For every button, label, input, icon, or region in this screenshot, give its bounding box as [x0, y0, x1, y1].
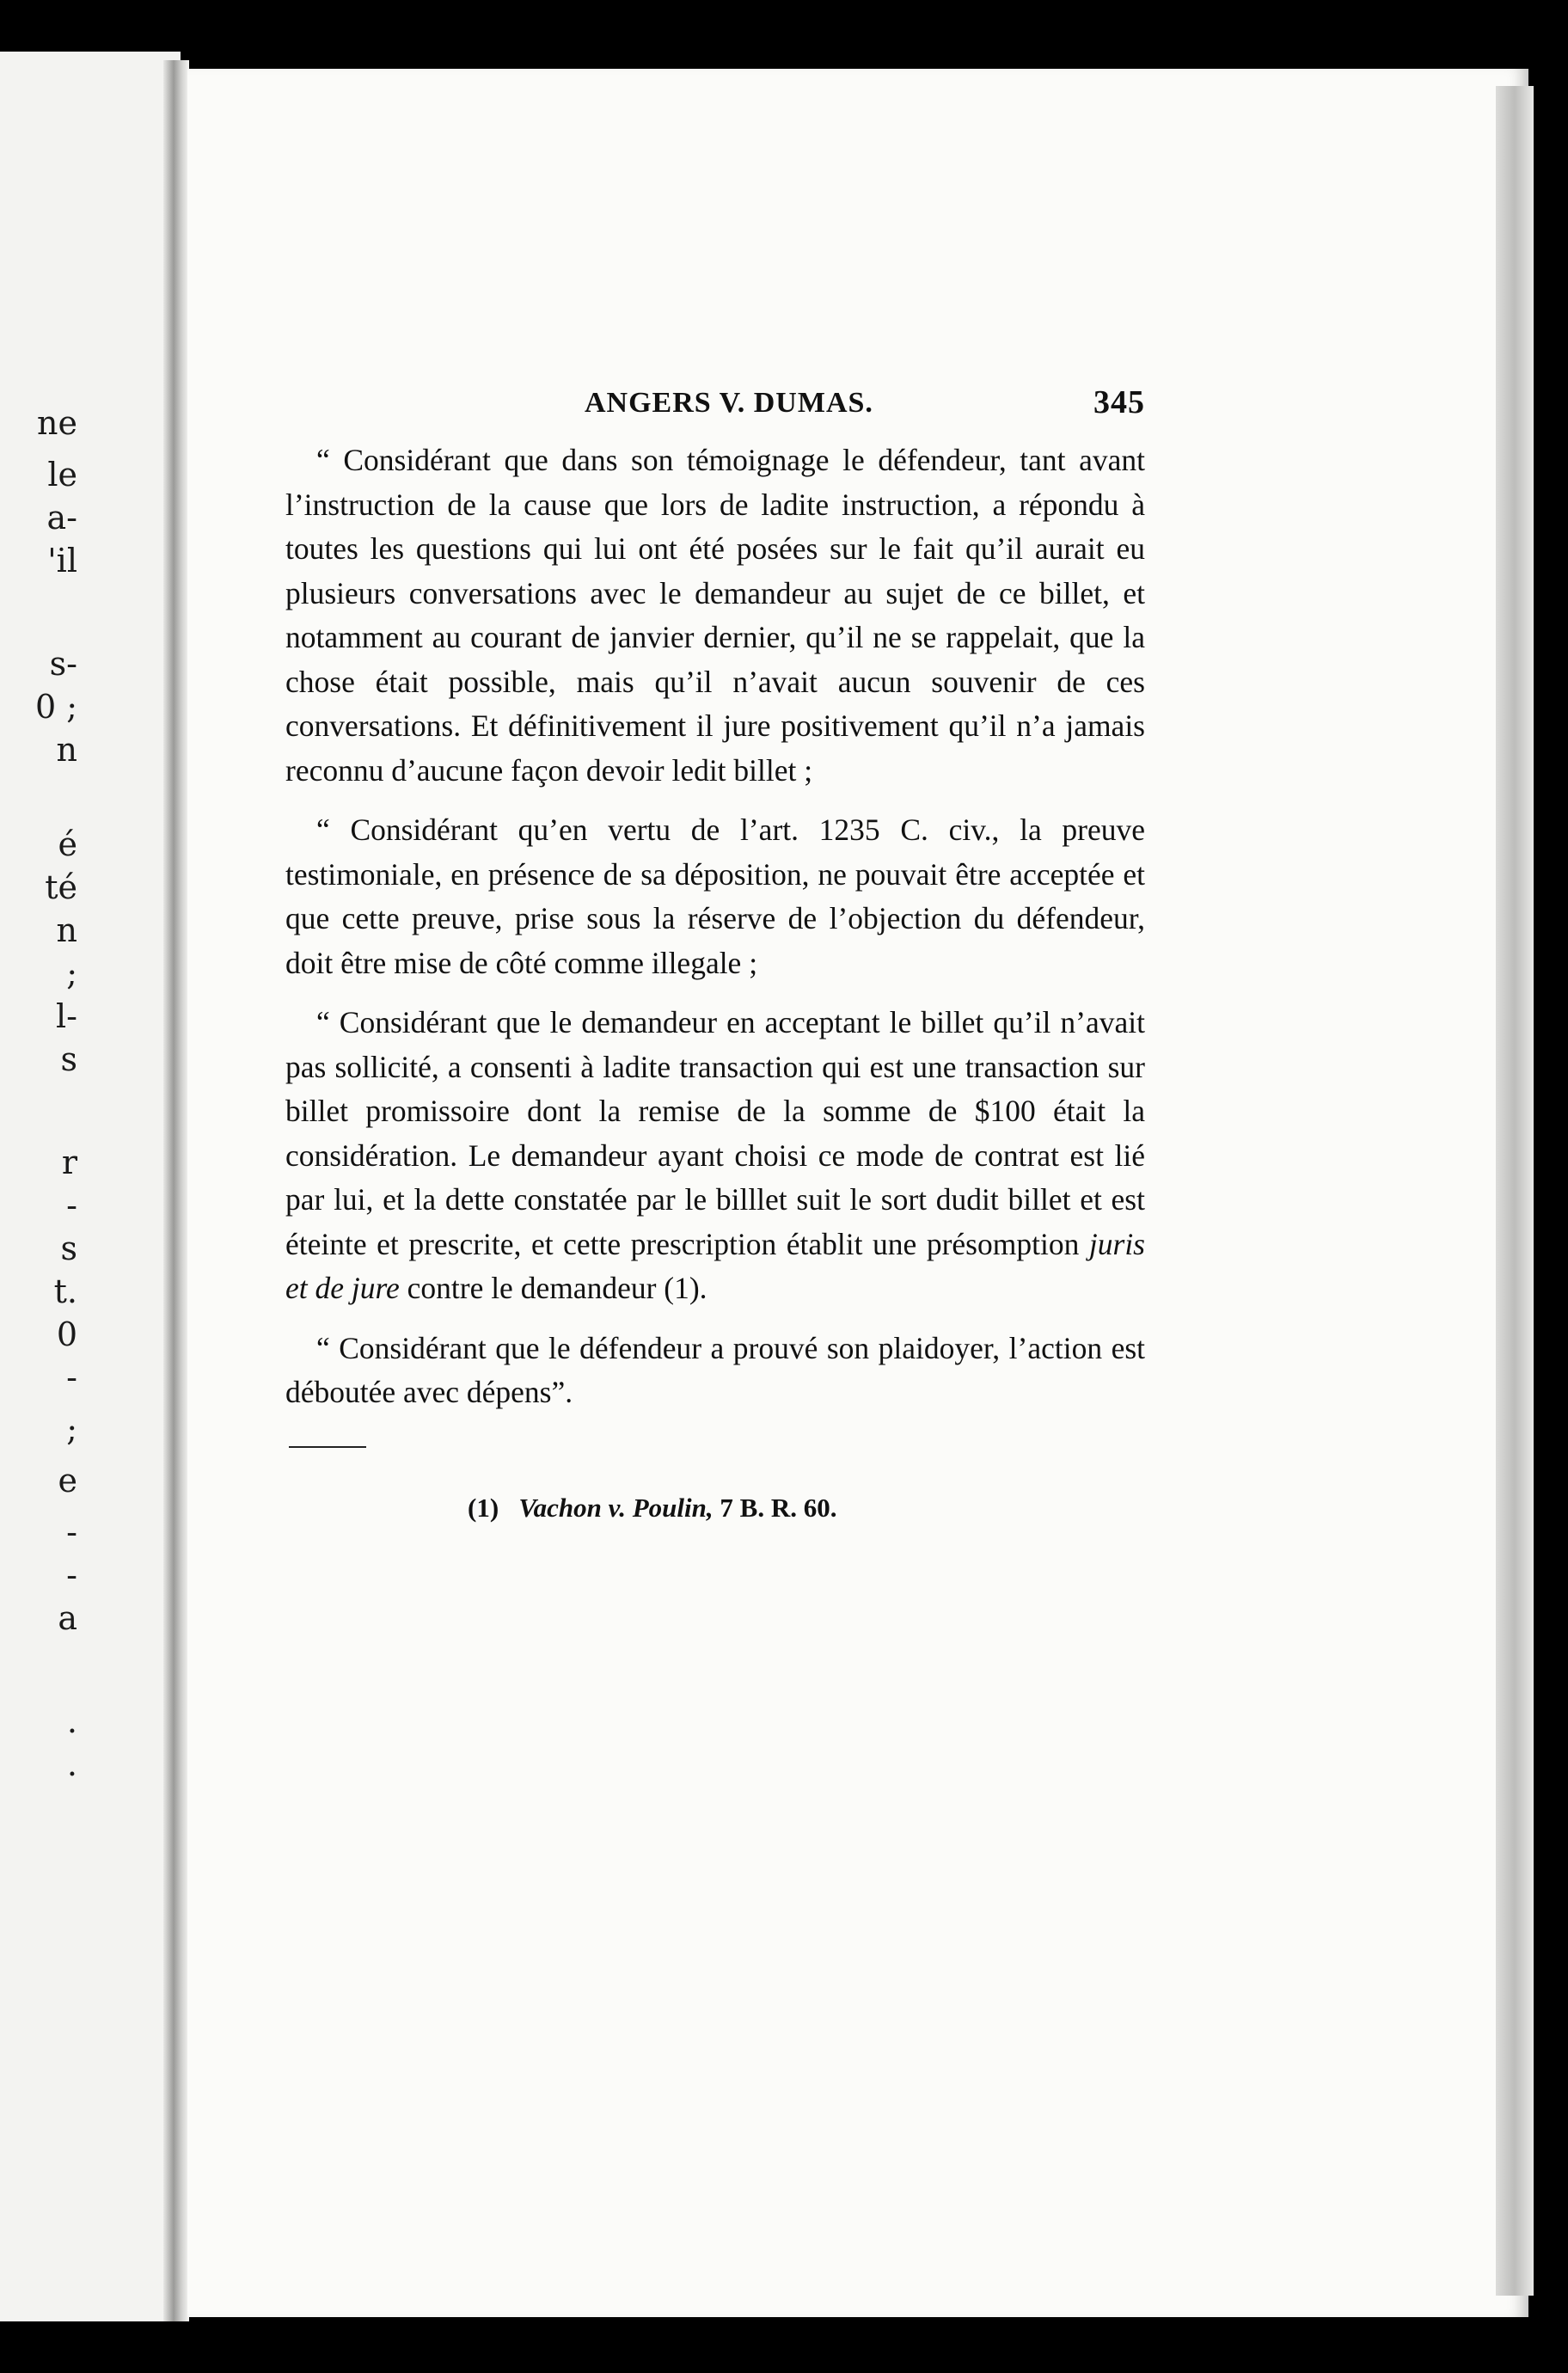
paragraph-3-italic-phrase: juris et de jure — [285, 1226, 1145, 1305]
previous-page-strip — [0, 52, 181, 2321]
previous-page-fragment: ; — [66, 1410, 77, 1448]
paragraph-2: “ Considérant qu’en vertu de l’art. 1235 C. civ., la preuve testimoniale, en présence de sa déposition, ne pouvait être acceptée et que cette preuve, prise sous la réserve de l’objection du défendeur, doit être mise de côté comme illegale ; — [285, 812, 1145, 980]
page-text-block — [285, 384, 1145, 1524]
previous-page-fragment: s — [60, 1229, 77, 1267]
previous-page-fragment: ; — [66, 954, 77, 992]
previous-page-fragment: 0 ; — [34, 688, 77, 726]
previous-page-fragment: s- — [49, 645, 77, 683]
footnote-marker: (1) — [468, 1492, 499, 1523]
previous-page-fragment: r — [61, 1144, 77, 1181]
paragraph-3-text: “ Considérant que le demandeur en acceptant le billet qu’il n’avait pas sollicité, a consenti à ladite transaction qui est une transaction sur billet promissoire dont la remise de la somme de $100 était la considération. Le demandeur ayant choisi ce mode de contrat est lié par lui, et la dette constatée par le billlet suit le sort dudit billet et est éteinte et prescrite, et cette prescription établit une présomption — [285, 1005, 1145, 1261]
previous-page-fragment: - — [66, 1513, 77, 1551]
paragraph-1: “ Considérant que dans son témoignage le défendeur, tant avant l’instruction de la cause que lors de ladite instruction, a répondu à toutes les questions qui lui ont été posées sur le fait qu’il aurait eu plusieurs conversations avec le demandeur au sujet de ce billet, et notamment au courant de janvier dernier, qu’il ne se rappelait, que la chose était possible, mais qu’il n’avait aucun souvenir de ces conversations. Et définitivement il jure positivement qu’il n’a jamais reconnu d’aucune façon devoir ledit billet ; — [285, 443, 1145, 788]
previous-page-fragment: 0 — [56, 1315, 77, 1353]
previous-page-fragment: é — [58, 825, 77, 863]
previous-page-fragment: e — [58, 1462, 77, 1499]
running-head-title: ANGERS V. DUMAS. — [585, 387, 873, 419]
previous-page-fragment: 'il — [47, 542, 77, 579]
previous-page-fragment: . — [66, 1702, 77, 1740]
previous-page-fragment: . — [66, 1745, 77, 1783]
running-head — [285, 384, 1145, 438]
page-edge — [1496, 86, 1534, 2296]
paragraph-3 — [285, 1001, 1145, 1311]
footnote — [468, 1493, 1145, 1524]
previous-page-fragment: ne — [37, 404, 77, 442]
previous-page-fragment: n — [56, 731, 77, 769]
previous-page-fragment: n — [56, 911, 77, 949]
previous-page-fragment: a- — [46, 499, 77, 537]
footnote-case-name: Vachon v. Poulin, — [518, 1492, 714, 1523]
previous-page-fragment: l- — [56, 997, 77, 1035]
previous-page-fragment: té — [45, 868, 77, 906]
previous-page-fragment: a — [58, 1599, 77, 1637]
previous-page-fragment: - — [66, 1186, 77, 1224]
paragraph-4: “ Considérant que le défendeur a prouvé son plaidoyer, l’action est déboutée avec dépens”. — [285, 1330, 1145, 1409]
previous-page-fragment: - — [66, 1556, 77, 1594]
footnote-rule — [289, 1446, 366, 1448]
footnote-citation: 7 B. R. 60. — [720, 1492, 837, 1523]
previous-page-fragment: s — [60, 1040, 77, 1078]
book-gutter — [163, 60, 189, 2321]
paragraph-3-text-end: contre le demandeur (1). — [399, 1271, 707, 1305]
previous-page-fragment: - — [66, 1358, 77, 1396]
previous-page-fragment: t. — [53, 1272, 77, 1310]
page-number: 345 — [1093, 384, 1145, 420]
previous-page-fragment: le — [47, 456, 77, 494]
scan-top-border — [0, 0, 1568, 77]
